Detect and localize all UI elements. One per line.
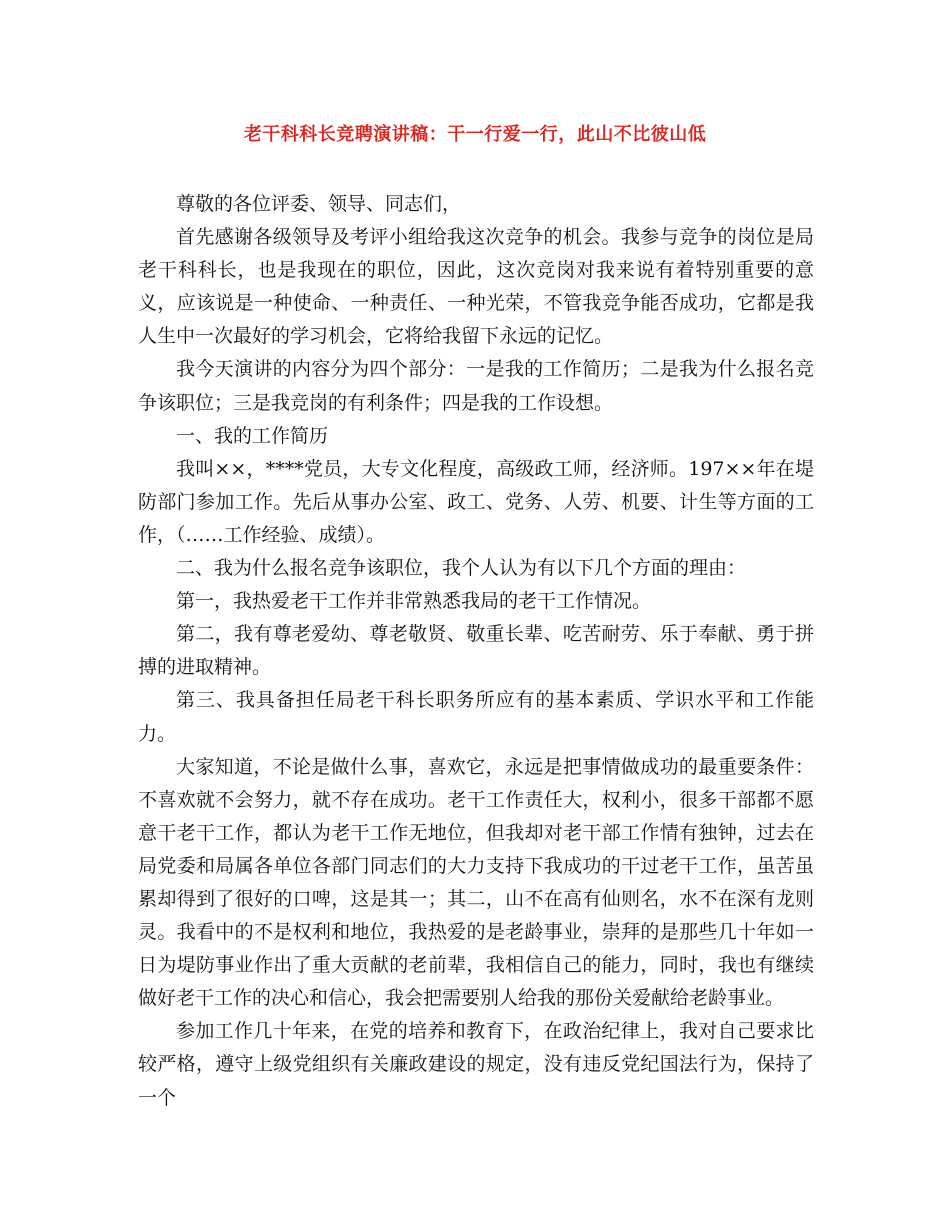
- paragraph-salutation: 尊敬的各位评委、领导、同志们，: [176, 193, 462, 215]
- paragraph-discipline: 参加工作几十年来，在党的培养和教育下，在政治纪律上，我对自己要求比较严格，遵守上级党组织有关廉政建设的规定，没有违反党纪国法行为，保持了一个: [138, 1020, 814, 1109]
- paragraph-reason-2: 第二，我有尊老爱幼、尊老敬贤、敬重长辈、吃苦耐劳、乐于奉献、勇于拼搏的进取精神。: [138, 623, 814, 679]
- paragraph-intro: 首先感谢各级领导及考评小组给我这次竞争的机会。我参与竞争的岗位是局老干科科长，也是我现在的职位，因此，这次竞岗对我来说有着特别重要的意义，应该说是一种使命、一种责任、一种光荣，不管我竞争能否成功，它都是我人生中一次最好的学习机会，它将给我留下永远的记忆。: [138, 226, 814, 348]
- paragraph-resume: 我叫××，****党员，大专文化程度，高级政工师，经济师。197××年在堤防部门参加工作。先后从事办公室、政工、党务、人劳、机要、计生等方面的工作，（……工作经验、成绩）。: [138, 457, 814, 546]
- document-title: 老干科科长竞聘演讲稿：干一行爱一行，此山不比彼山低: [243, 124, 707, 145]
- paragraph-reason-3: 第三、我具备担任局老干科长职务所应有的基本素质、学识水平和工作能力。: [138, 689, 814, 745]
- document-body: [138, 188, 814, 1115]
- section-heading-reasons: 二、我为什么报名竞争该职位，我个人认为有以下几个方面的理由：: [176, 557, 747, 580]
- section-heading-resume: 一、我的工作简历: [176, 424, 329, 447]
- paragraph-outline: 我今天演讲的内容分为四个部分：一是我的工作简历；二是我为什么报名竞争该职位；三是我竞岗的有利条件；四是我的工作设想。: [138, 358, 814, 414]
- paragraph-explanation: 大家知道，不论是做什么事，喜欢它，永远是把事情做成功的最重要条件：不喜欢就不会努力，就不存在成功。老干工作责任大，权利小，很多干部都不愿意干老干工作，都认为老干工作无地位，但我却对老干部工作情有独钟，过去在局党委和局属各单位各部门同志们的大力支持下我成功的干过老干工作，虽苦虽累却得到了很好的口啤，这是其一；其二，山不在高有仙则名，水不在深有龙则灵。我看中的不是权利和地位，我热爱的是老龄事业，崇拜的是那些几十年如一日为堤防事业作出了重大贡献的老前辈，我相信自己的能力，同时，我也有继续做好老干工作的决心和信心，我会把需要别人给我的那份关爱献给老龄事业。: [138, 755, 814, 1010]
- paragraph-reason-1: 第一，我热爱老干工作并非常熟悉我局的老干工作情况。: [176, 590, 652, 613]
